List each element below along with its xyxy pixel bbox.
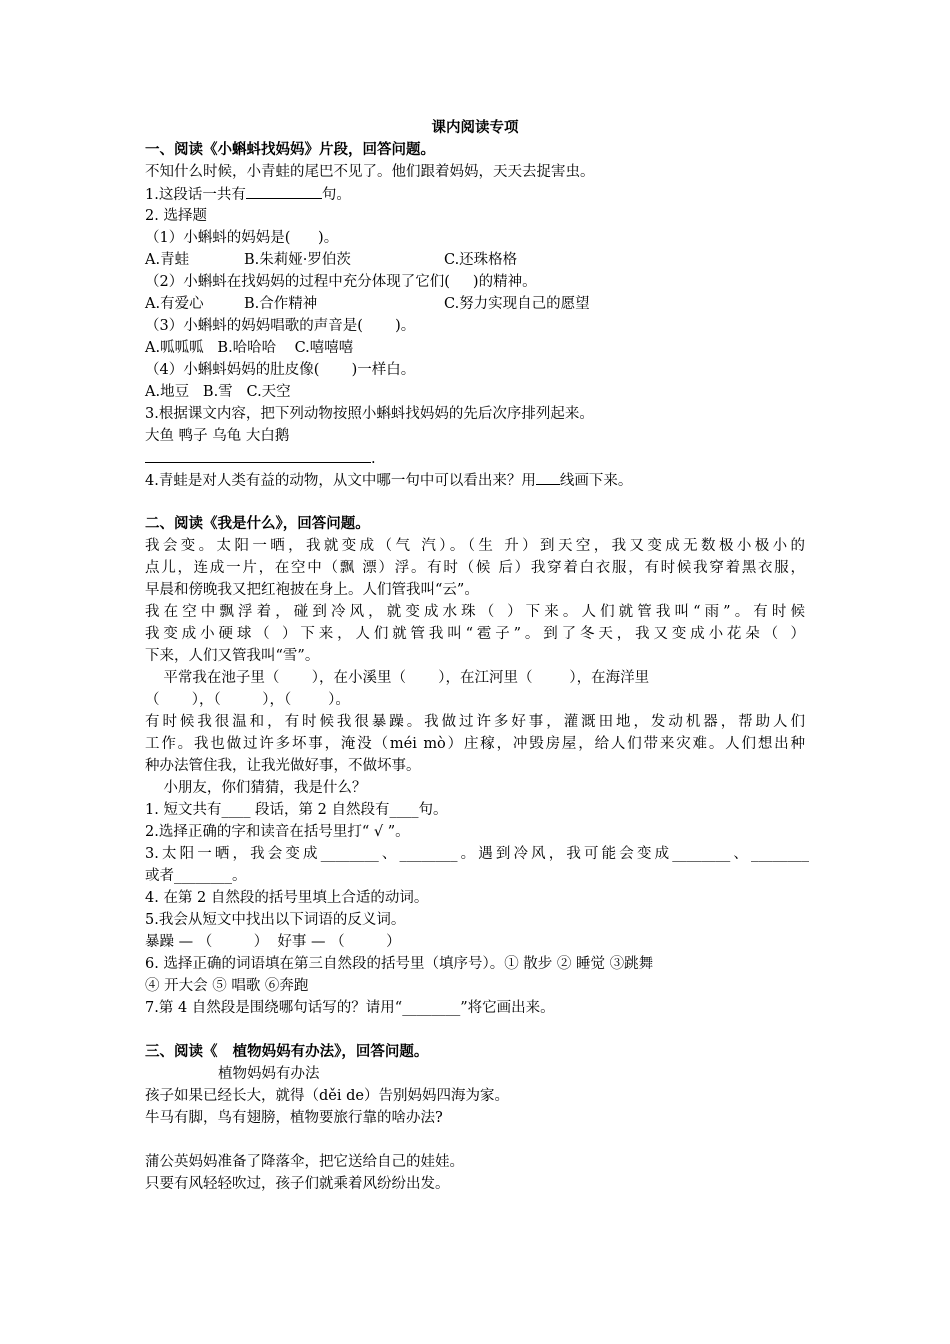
s2-paragraph-3-line: （ ），（ ），（ ）。: [145, 692, 350, 708]
s1-q2-1: （1）小蝌蚪的妈妈是( )。: [145, 230, 339, 246]
s1-q2-1-option-a: A.青蛙: [145, 252, 190, 268]
section-2-heading: 二、阅读《我是什么》，回答问题。: [145, 515, 370, 532]
s2-paragraph-2-line: 我变成小硬球（ ）下来，人们就管我叫“雹子”。到了冬天，我又变成小花朵（ ）: [145, 626, 805, 642]
s1-q2-4: （4）小蝌蚪妈妈的肚皮像( )一样白。: [145, 362, 416, 378]
section-3-heading: 三、阅读《 植物妈妈有办法》，回答问题。: [145, 1043, 429, 1060]
s2-paragraph-3-line: 平常我在池子里（ ），在小溪里（ ），在江河里（ ），在海洋里: [145, 670, 650, 686]
s1-question-1: 1.这段话一共有 句。: [145, 183, 351, 205]
s2-question-5-blanks: 暴躁 — （ ） 好事 — （ ）: [145, 934, 401, 950]
s2-paragraph-2-line: 下来，人们又管我叫“雪”。: [145, 648, 320, 664]
s1-q2-2-option-b: B.合作精神: [244, 296, 318, 312]
s1-q2-1-option-b: B.朱莉娅·罗伯茨: [244, 252, 351, 268]
s1-q2-3: （3）小蝌蚪的妈妈唱歌的声音是( )。: [145, 318, 416, 334]
s3-poem-title: 植物妈妈有办法: [218, 1066, 320, 1082]
s2-paragraph-4-line: 工作。我也做过许多坏事，淹没（méi mò）庄稼，冲毁房屋，给人们带来灾难。人们想出种: [145, 736, 805, 752]
s2-question-4: 4. 在第 2 自然段的括号里填上合适的动词。: [145, 890, 429, 906]
s1-q2-3-options: A.呱呱呱 B.哈哈哈 C.嘻嘻嘻: [145, 340, 354, 356]
s2-question-7: 7.第 4 自然段是围绕哪句话写的？请用“________”将它画出来。: [145, 1000, 555, 1016]
page-title: 课内阅读专项: [431, 119, 519, 136]
s1-q2-4-options: A.地豆 B.雪 C.天空: [145, 384, 291, 400]
s2-question-3-cont: 或者________。: [145, 868, 247, 884]
answer-blank[interactable]: [145, 447, 371, 463]
answer-blank[interactable]: [536, 469, 560, 485]
s2-question-6-options: ④ 开大会 ⑤ 唱歌 ⑥奔跑: [145, 978, 309, 994]
s3-poem-line: 只要有风轻轻吹过，孩子们就乘着风纷纷出发。: [145, 1176, 450, 1192]
s1-question-2: 2. 选择题: [145, 208, 207, 224]
s3-poem-line: 蒲公英妈妈准备了降落伞，把它送给自己的娃娃。: [145, 1154, 464, 1170]
s1-question-4: 4.青蛙是对人类有益的动物，从文中哪一句中可以看出来？用 线画下来。: [145, 469, 632, 491]
s1-q2-2-option-c: C.努力实现自己的愿望: [444, 296, 590, 312]
answer-blank[interactable]: [246, 183, 322, 199]
s2-paragraph-4-line: 种办法管住我，让我光做好事，不做坏事。: [145, 758, 421, 774]
section-1-heading: 一、阅读《小蝌蚪找妈妈》片段，回答问题。: [145, 141, 435, 158]
s1-q3-animals: 大鱼 鸭子 乌龟 大白鹅: [145, 428, 290, 444]
s1-question-3: 3.根据课文内容，把下列动物按照小蝌蚪找妈妈的先后次序排列起来。: [145, 406, 594, 422]
s2-paragraph-1-line: 点儿，连成一片，在空中（飘 漂）浮。有时（候 后）我穿着白衣服，有时候我穿着黑衣服，: [145, 560, 805, 576]
s2-question-6: 6. 选择正确的词语填在第三自然段的括号里（填序号）。① 散步 ② 睡觉 ③跳舞: [145, 956, 654, 972]
s1-q3-answer-line: .: [145, 447, 376, 469]
s1-q2-2-option-a: A.有爱心: [145, 296, 204, 312]
s3-poem-line: 孩子如果已经长大，就得（děi de）告别妈妈四海为家。: [145, 1088, 509, 1104]
s2-question-5: 5.我会从短文中找出以下词语的反义词。: [145, 912, 406, 928]
s3-poem-line: 牛马有脚，鸟有翅膀，植物要旅行靠的啥办法?: [145, 1110, 443, 1126]
s2-paragraph-4-line: 有时候我很温和，有时候我很暴躁。我做过许多好事，灌溉田地，发动机器，帮助人们: [145, 714, 805, 730]
s1-q2-2: （2）小蝌蚪在找妈妈的过程中充分体现了它们( )的精神。: [145, 274, 537, 290]
s2-paragraph-2-line: 我在空中飘浮着，碰到冷风，就变成水珠（ ）下来。人们就管我叫“雨”。有时候: [145, 604, 805, 620]
s2-question-2: 2.选择正确的字和读音在括号里打“ √ ”。: [145, 824, 410, 840]
s1-q2-1-option-c: C.还珠格格: [444, 252, 518, 268]
s2-paragraph-1-line: 我会变。太阳一晒，我就变成（气 汽）。（生 升）到天空，我又变成无数极小极小的: [145, 538, 805, 554]
s2-paragraph-1-line: 早晨和傍晚我又把红袍披在身上。人们管我叫“云”。: [145, 582, 479, 598]
s2-question-1: 1. 短文共有____ 段话，第 2 自然段有____句。: [145, 802, 448, 818]
section-1-passage: 不知什么时候，小青蛙的尾巴不见了。他们跟着妈妈，天天去捉害虫。: [145, 164, 595, 180]
s2-paragraph-5: 小朋友，你们猜猜，我是什么？: [145, 780, 367, 796]
s2-question-3: 3.太阳一晒，我会变成________、________。遇到冷风，我可能会变成________、________: [145, 846, 809, 862]
